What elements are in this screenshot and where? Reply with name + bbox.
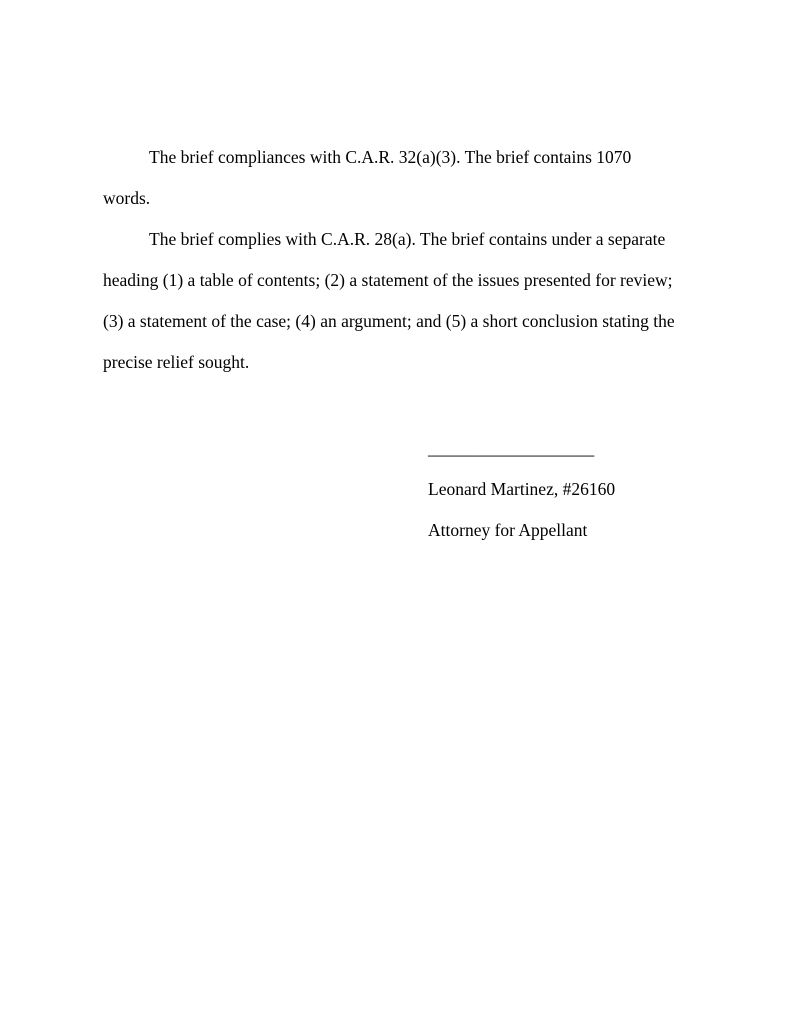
paragraph-word-count [103,137,703,219]
paragraph-line: heading (1) a table of contents; (2) a statement of the issues presented for review; [103,270,673,290]
signature-line: ___________________ [428,438,595,458]
signature-block [428,428,615,551]
paragraph-line: The brief compliances with C.A.R. 32(a)(3). The brief contains 1070 [149,147,632,167]
paragraph-line: words. [103,188,151,208]
signer-name: Leonard Martinez, #26160 [428,479,616,499]
paragraph-line: (3) a statement of the case; (4) an argument; and (5) a short conclusion stating the [103,311,675,331]
paragraph-line: precise relief sought. [103,352,250,372]
paragraph-line: The brief complies with C.A.R. 28(a). The brief contains under a separate [149,229,666,249]
signer-title: Attorney for Appellant [428,520,588,540]
paragraph-compliance [103,219,703,383]
certificate-body [103,137,703,383]
